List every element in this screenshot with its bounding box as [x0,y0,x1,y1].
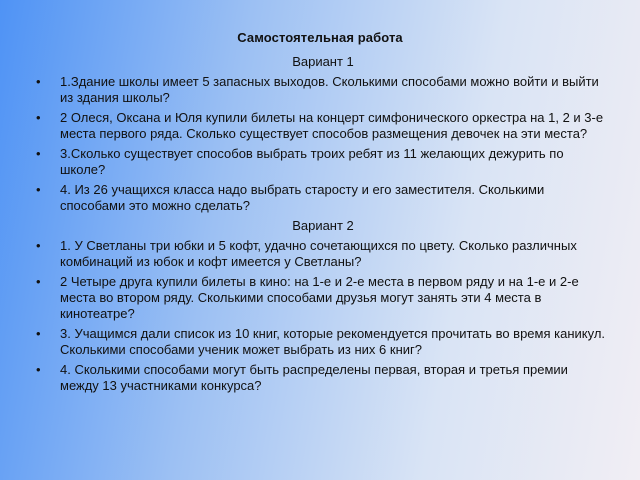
variant-1-task-list [36,74,610,214]
task-item [36,182,610,214]
bullet-icon: • [36,146,41,161]
variant-2-heading: Вариант 2 [292,218,354,233]
task-item [36,146,610,178]
variant-1-heading: Вариант 1 [292,54,354,69]
task-text: 3.Сколько существует способов выбрать троих ребят из 11 желающих дежурить по школе? [60,146,564,177]
task-item [36,326,610,358]
slide-content [36,54,610,398]
bullet-icon: • [36,238,41,253]
slide-title: Самостоятельная работа [237,30,403,45]
task-text: 1. У Светланы три юбки и 5 кофт, удачно сочетающихся по цвету. Сколько различных комбинаций из юбок и кофт имеется у Светланы? [60,238,577,269]
bullet-icon: • [36,182,41,197]
task-text: 3. Учащимся дали список из 10 книг, которые рекомендуется прочитать во время каникул. Сколькими способами ученик может выбрать из них 6 книг? [60,326,606,357]
task-item [36,110,610,142]
task-text: 1.Здание школы имеет 5 запасных выходов. Сколькими способами можно войти и выйти из здания школы? [60,74,599,105]
bullet-icon: • [36,74,41,89]
bullet-icon: • [36,110,41,125]
bullet-icon: • [36,326,41,341]
task-item [36,274,610,322]
task-item [36,238,610,270]
task-text: 2 Олеся, Оксана и Юля купили билеты на концерт симфонического оркестра на 1, 2 и 3-е места первого ряда. Сколько существует способов размещения девочек на эти места? [60,110,604,141]
task-text: 2 Четыре друга купили билеты в кино: на 1-е и 2-е места в первом ряду и на 1-е и 2-е места во втором ряду. Сколькими способами друзья могут занять эти 4 места в кинотеатре? [60,274,579,321]
task-item [36,362,610,394]
task-text: 4. Сколькими способами могут быть распределены первая, вторая и третья премии между 13 участниками конкурса? [60,362,568,393]
variant-2-task-list [36,238,610,394]
bullet-icon: • [36,362,41,377]
task-text: 4. Из 26 учащихся класса надо выбрать старосту и его заместителя. Сколькими способами это можно сделать? [60,182,545,213]
bullet-icon: • [36,274,41,289]
task-item [36,74,610,106]
